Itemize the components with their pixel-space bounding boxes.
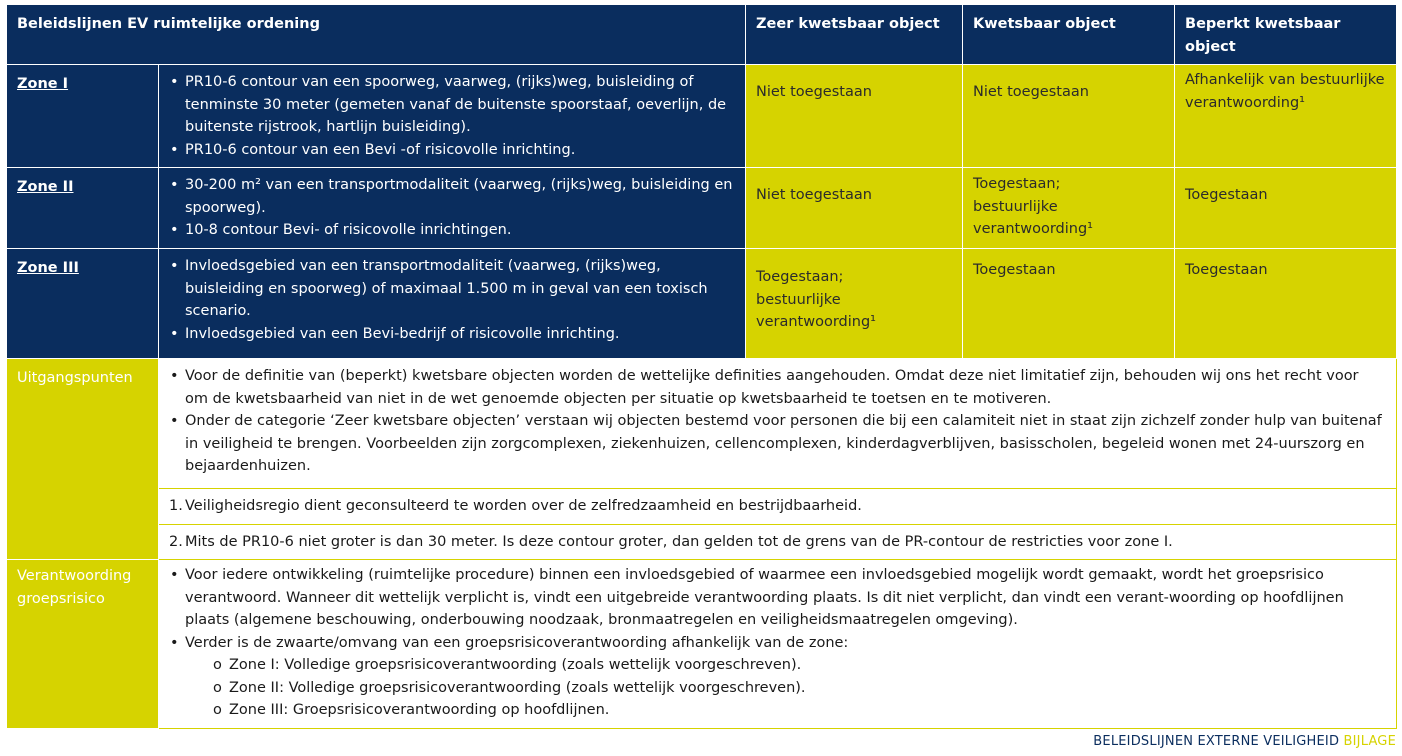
zone-row xyxy=(7,65,1397,168)
criteria-item: • PR10-6 contour van een spoorweg, vaarweg, (rijks)weg, buisleiding of tenminste 30 meter (gemeten vanaf de buitenste spoorstaaf, oeverlijn, de buitenste rijstrook, hartlijn buisleiding). xyxy=(169,71,735,139)
footer-accent: BIJLAGE xyxy=(1343,734,1396,749)
header-row xyxy=(7,5,1397,65)
criteria-item: • 10-8 contour Bevi- of risicovolle inrichtingen. xyxy=(169,219,735,242)
beleidslijnen-table xyxy=(6,4,1397,729)
criteria-item: • Invloedsgebied van een transportmodaliteit (vaarweg, (rijks)weg, buisleiding en spoorweg) of maximaal 1.500 m in geval van een toxisch scenario. xyxy=(169,255,735,323)
uitgangspunten-label: Uitgangspunten xyxy=(7,359,159,560)
verantwoording-content xyxy=(159,560,1397,729)
verantwoording-item: • Voor iedere ontwikkeling (ruimtelijke procedure) binnen een invloedsgebied of waarmee een invloedsgebied mogelijk wordt gemaakt, wordt het groepsrisico verantwoord. Wanneer dit wettelijk verplicht is, vindt een uitgebreide verantwoording plaats. Is dit niet verplicht, dan vindt een verant-woording op hoofdlijnen plaats (algemene beschouwing, onderbouwing noodzaak, bronmaatregelen en veiligheidsmaatregelen omgeving). xyxy=(169,564,1386,632)
kwetsbaar-cell: Toegestaan; bestuurlijke verantwoording¹ xyxy=(963,168,1175,249)
zone-label: Zone I xyxy=(7,65,159,168)
kwetsbaar-cell: Niet toegestaan xyxy=(963,65,1175,168)
criteria-item: • 30-200 m² van een transportmodaliteit (vaarweg, (rijks)weg, buisleiding en spoorweg). xyxy=(169,174,735,219)
uitgangspunt-item: • Onder de categorie ‘Zeer kwetsbare objecten’ verstaan wij objecten bestemd voor personen die bij een calamiteit niet in staat zijn zichzelf zonder hulp van buitenaf in veiligheid te brengen. Voorbeelden zijn zorgcomplexen, ziekenhuizen, cellencomplexen, kinderdagverblijven, basisscholen, begeleid wonen met 24-uurszorg en bejaardenhuizen. xyxy=(169,410,1386,478)
note-text: Veiligheidsregio dient geconsulteerd te worden over de zelfredzaamheid en bestrijdbaarheid. xyxy=(185,498,862,514)
header-zeer-kwetsbaar: Zeer kwetsbaar object xyxy=(746,5,963,65)
note-row xyxy=(7,489,1397,525)
zone-criteria xyxy=(159,249,746,359)
zone-criteria xyxy=(159,65,746,168)
header-beleidslijnen: Beleidslijnen EV ruimtelijke ordening xyxy=(7,5,746,65)
note-cell: 1. Veiligheidsregio dient geconsulteerd te worden over de zelfredzaamheid en bestrijdbaarheid. xyxy=(159,489,1397,525)
criteria-item: • Invloedsgebied van een Bevi-bedrijf of risicovolle inrichting. xyxy=(169,323,735,346)
footer-title: BELEIDSLIJNEN EXTERNE VEILIGHEID xyxy=(1093,734,1340,749)
beperkt-kwetsbaar-cell: Afhankelijk van bestuurlijke verantwoording¹ xyxy=(1175,65,1397,168)
zone-criteria xyxy=(159,168,746,249)
zone-label: Zone II xyxy=(7,168,159,249)
header-beperkt-kwetsbaar: Beperkt kwetsbaar object xyxy=(1175,5,1397,65)
zone-sub-item: o Zone II: Volledige groepsrisicoverantwoording (zoals wettelijk voorgeschreven). xyxy=(213,677,1386,700)
zeer-kwetsbaar-cell: Niet toegestaan xyxy=(746,168,963,249)
beperkt-kwetsbaar-cell: Toegestaan xyxy=(1175,249,1397,359)
zone-label: Zone III xyxy=(7,249,159,359)
zone-row xyxy=(7,249,1397,359)
uitgangspunten-row xyxy=(7,359,1397,489)
uitgangspunt-item: • Voor de definitie van (beperkt) kwetsbare objecten worden de wettelijke definities aangehouden. Omdat deze niet limitatief zijn, behouden wij ons het recht voor om de kwetsbaarheid van niet in de wet genoemde objecten per situatie op kwetsbaarheid te toetsen en te motiveren. xyxy=(169,365,1386,410)
note-row xyxy=(7,524,1397,560)
page-footer xyxy=(1093,731,1396,754)
kwetsbaar-cell: Toegestaan xyxy=(963,249,1175,359)
zone-sub-item: o Zone I: Volledige groepsrisicoverantwoording (zoals wettelijk voorgeschreven). xyxy=(213,654,1386,677)
verantwoording-row xyxy=(7,560,1397,729)
beperkt-kwetsbaar-cell: Toegestaan xyxy=(1175,168,1397,249)
zeer-kwetsbaar-cell: Toegestaan; bestuurlijke verantwoording¹ xyxy=(746,249,963,359)
zeer-kwetsbaar-cell: Niet toegestaan xyxy=(746,65,963,168)
criteria-item: • PR10-6 contour van een Bevi -of risicovolle inrichting. xyxy=(169,139,735,162)
verantwoording-label: Verantwoording groepsrisico xyxy=(7,560,159,729)
zone-row xyxy=(7,168,1397,249)
uitgangspunten-bullets xyxy=(159,359,1397,489)
note-text: Mits de PR10-6 niet groter is dan 30 meter. Is deze contour groter, dan gelden tot de grens van de PR-contour de restricties voor zone I. xyxy=(185,533,1173,550)
note-cell: 2. Mits de PR10-6 niet groter is dan 30 meter. Is deze contour groter, dan gelden tot de grens van de PR-contour de restricties voor zone I. xyxy=(159,524,1397,560)
verantwoording-item: • Verder is de zwaarte/omvang van een groepsrisicoverantwoording afhankelijk van de zone: o Zone I: Volledige groepsrisicoverantwoording (zoals wettelijk voorgeschreven). o Zone II: Volledige groepsrisicoverantwoording (zoals wettelijk voorgeschreven). o Zone III: Groepsrisicoverantwoording op hoofdlijnen. xyxy=(169,632,1386,722)
header-kwetsbaar: Kwetsbaar object xyxy=(963,5,1175,65)
zone-sub-item: o Zone III: Groepsrisicoverantwoording op hoofdlijnen. xyxy=(213,699,1386,722)
